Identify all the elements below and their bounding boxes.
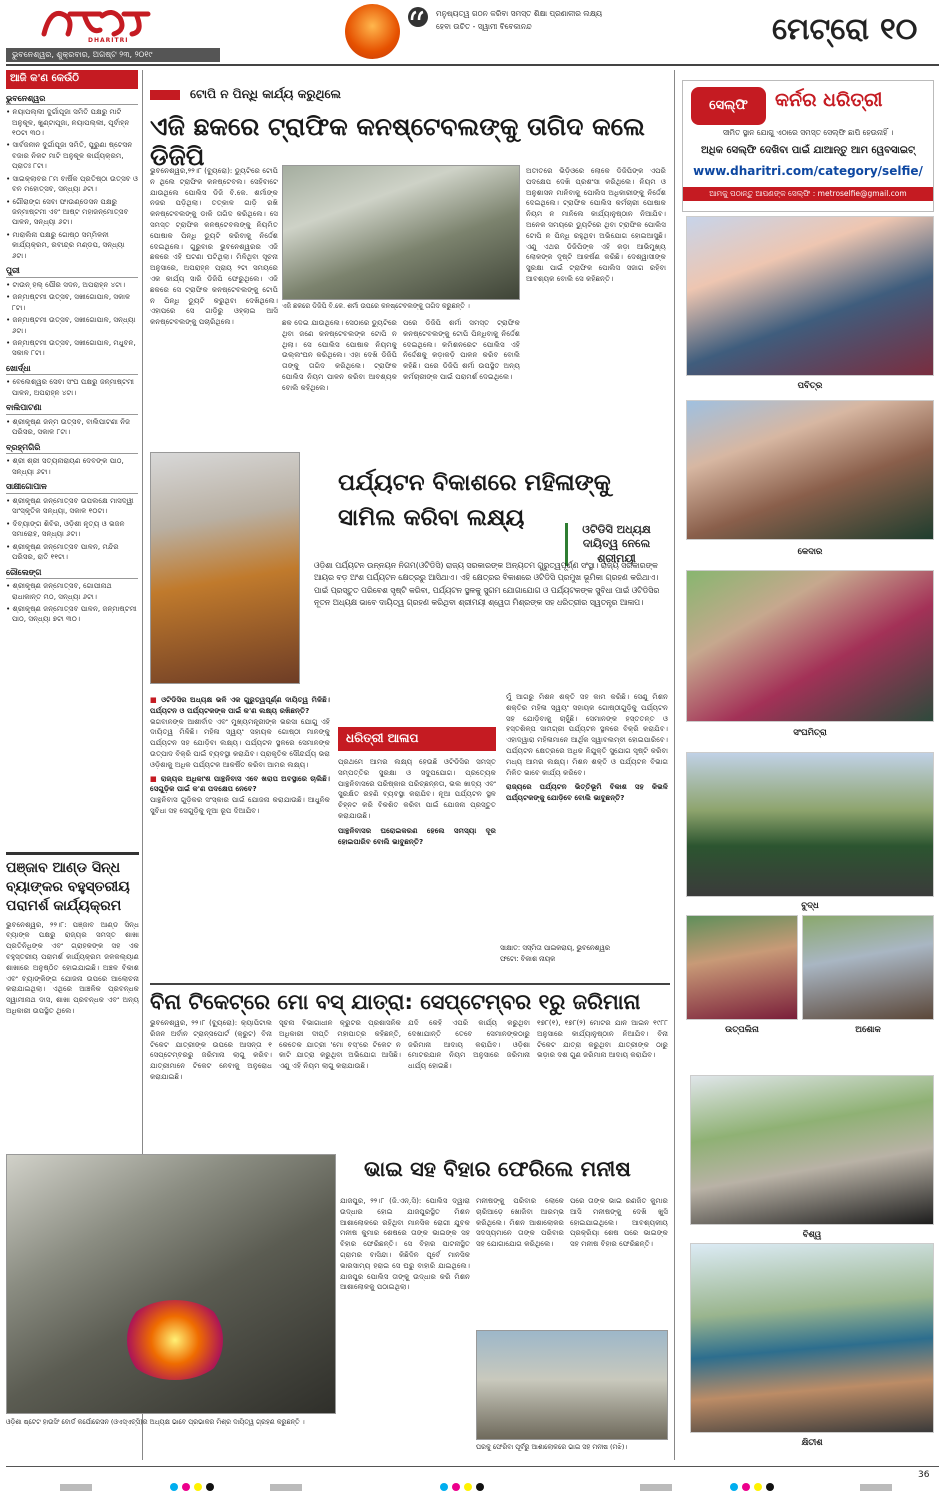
- event-item: • ଜନ୍ମାଷ୍ଟମୀ ଉତ୍ସବ, ସଖୀଗୋପାଳ, ମଧୁବନ, ସକାଳ ୮ଟା।: [6, 338, 138, 359]
- logo-subtitle: DHARITRI: [88, 37, 129, 44]
- cyan-dot: [170, 1483, 178, 1491]
- header-page-number: ୧୦: [880, 12, 918, 47]
- tourism-headline: ପର୍ଯ୍ୟଟନ ବିକାଶରେ ମହିଳାଙ୍କୁ ସାମିଲ କରିବା ଲକ୍ଷ୍ୟ: [338, 470, 611, 531]
- selfie-name-2: କେଦାର: [797, 547, 823, 557]
- tourism-lead: ଓଡ଼ିଶା ପର୍ଯ୍ୟଟନ ଉନ୍ନୟନ ନିଗମ(ଓଟିଡିସି) ରାଜ୍ୟ ସରକାରଙ୍କ ଅନ୍ୟତମ ଗୁରୁତ୍ୱପୂର୍ଣ୍ଣ ସଂସ୍ଥା। ରାଜ୍ୟ ସରକାରଙ୍କ ଆୟର ବଡ଼ ଅଂଶ ପର୍ଯ୍ୟଟନ କ୍ଷେତ୍ରରୁ ଆସିଥାଏ। ଏହି କ୍ଷେତ୍ରର ବିକାଶରେ ଓଟିଡିସି ପ୍ରମୁଖ ଭୂମିକା ଗ୍ରହଣ କରିଥାଏ। ପାଇଁ ପ୍ରସ୍ତୁତ ପରିବେଶ ସୃଷ୍ଟି କରିବା, ପର୍ଯ୍ୟଟନ ସ୍ଥଳକୁ ସୁଗମ ଯୋଗାଯୋଗ ଓ ପର୍ଯ୍ୟଟକଙ୍କ ସୁବିଧା ପାଇଁ ଓଟିଡିସିର ନୂତନ ଅଧ୍ୟକ୍ଷ ଭାବେ ଦାୟିତ୍ୱ ଗ୍ରହଣ କରିଥିବା ଶ୍ରୀମୟୀ ଶ୍ୱେତା ମିଶ୍ରଙ୍କ ସହ ଧରିତ୍ରୀର ସ୍ୱତନ୍ତ୍ର ଆଳାପ।: [314, 561, 660, 607]
- event-item: • ଟାଉନ୍ ହଲ୍ ପୌର ସଦନ, ଅପରାହ୍ନ ୪ଟା।: [6, 280, 138, 290]
- selfie-photo-2: [686, 400, 934, 540]
- events-list: [6, 93, 138, 625]
- event-place-heading: ସାକ୍ଷୀଗୋପାଳ: [6, 481, 138, 494]
- pnb-story: [6, 852, 139, 1017]
- selfie-photo-3: [686, 570, 934, 722]
- flower-bouquet: [120, 1300, 230, 1380]
- tourism-column-3: [506, 692, 668, 938]
- registration-mark: [60, 1484, 92, 1491]
- bus-column-3: ଯଦି କେହି ଏପରି କାର୍ଯ୍ୟ କରୁଥିବା ଦେଖାଯାନ୍ତି ତେବେ ସେମାନଙ୍କଠାରୁ ଜରିମାନା ଆଦାୟ କରାଯିବ। ଓଡ଼ିଶା ମୋଟରଯାନ ନିୟମ ଅନୁସାରେ ଜରିମାନା ଧାର୍ଯ୍ୟ ହୋଇଛି।: [408, 1018, 530, 1071]
- lead-column-2: ଛକ ଦେଇ ଯାଉଥିଲେ। ସେଠାରେ ଡ୍ୟୁଟିରେ ଥିବା ଜଣେ କନଷ୍ଟେବଲଙ୍କ ଟୋପି ନ ଥିଲା। ସେ ପୋଲିସ ପୋଷାକ ନିୟମକୁ ଉଲ୍ଲଂଘନ କରିଥିଲେ। ଏହା ଦେଖି ଡିଜିପି ତାଙ୍କୁ ତାଗିଦ କରିଥିଲେ। ଟ୍ରାଫିକ ପୋଲିସ ନିୟମ ପାଳନ କରିବା ଆବଶ୍ୟକ ବୋଲି କହିଥିଲେ।: [282, 318, 397, 392]
- bus-column-4: ୧୭୮(୧), ୧୭୮(୨) ମୋଟର ଯାନ ଆଇନ ୧୯୮୮ ଅନୁସାରେ କାର୍ଯ୍ୟାନୁଷ୍ଠାନ ନିଆଯିବ। ବିନା ଟିକେଟ ଯାତ୍ରା କରୁଥିବା ଯାତ୍ରୀଙ୍କ ଠାରୁ ଭଡ଼ାର ଦଶ ଗୁଣ ଜରିମାନା ଆଦାୟ କରାଯିବ।: [537, 1018, 668, 1060]
- ashalok-photo-caption: ଘରକୁ ଫେରିବା ପୂର୍ବରୁ ଆଶାଲୋକରେ ଭାଇ ସହ ମନୀଷ (ମଝି)।: [476, 1443, 628, 1451]
- selfie-website-prompt: ଅଧିକ ସେଲ୍ଫି ଦେଖିବା ପାଇଁ ଯାଆନ୍ତୁ ଆମ ୱେବସାଇଟ୍: [701, 145, 915, 156]
- phone-badge: ସେଲ୍ଫି: [691, 87, 766, 125]
- selfie-photo-8: [690, 1243, 934, 1433]
- shreemayee-photo: [150, 452, 300, 684]
- event-place-heading: ବ୍ରହ୍ମଗିରି: [6, 442, 138, 455]
- bus-headline: ବିନା ଟିକେଟ୍‌ରେ ମୋ ବସ୍ ଯାତ୍ରା: ସେପ୍ଟେମ୍ବର ୧ରୁ ଜରିମାନା: [150, 983, 670, 1016]
- qa-question-2: ■ ରାଜ୍ୟର ଅଧିକାଂଶ ପାନ୍ଥନିବାସ ଏବେ ଖରାପ ଅବସ୍ଥାରେ ଚାଲିଛି। ସେଗୁଡ଼ିକ ପାଇଁ କ'ଣ ପଦକ୍ଷେପ ନେବେ?: [150, 774, 330, 796]
- event-place-heading: ଖୋର୍ଦ୍ଧା: [6, 363, 138, 376]
- lead-column-4: ଅତୀତରେ ଭିଡ଼ିଓରେ ଲୋକେ ଡିଜିପିଙ୍କ ଏପରି ପଦକ୍ଷେପ ଦେଖି ପ୍ରଶଂସା କରିଥିଲେ। ନିୟମ ଓ ଅନୁଶାସନ ମାନିବାକୁ ପୋଲିସ ଅଧିକାରୀଙ୍କୁ ନିର୍ଦ୍ଦେଶ ଦେଇଥିଲେ। ଟ୍ରାଫିକ ପୋଲିସ କର୍ମଚାରୀ ପୋଷାକ ନିୟମ ନ ମାନିଲେ କାର୍ଯ୍ୟାନୁଷ୍ଠାନ ନିଆଯିବ। ଅନେକ ସମୟରେ ଡ୍ୟୁଟିରେ ଥିବା ଟ୍ରାଫିକ ପୋଲିସ ଟୋପି ନ ପିନ୍ଧି ରହୁଥିବା ଅଭିଯୋଗ ହୋଇଆସୁଛି। ଏଣୁ ଏଥର ଡିଜିପିଙ୍କ ଏହି କଡ଼ା ଆଭିମୁଖ୍ୟ ଲୋକଙ୍କ ଦୃଷ୍ଟି ଆକର୍ଷଣ କରିଛି। ଦେଶ୍ୱାସୀଙ୍କ ସୁରକ୍ଷା ପାଇଁ ଟ୍ରାଫିକ ପୋଲିସ ସଜାଗ ରହିବା ଆବଶ୍ୟକ ବୋଲି ସେ କହିଛନ୍ତି।: [526, 166, 666, 283]
- lead-headline: ଏଜି ଛକରେ ଟ୍ରାଫିକ କନଷ୍ଟେବଲଙ୍କୁ ତାଗିଦ କଲେ ଡିଜିପି: [150, 112, 645, 171]
- event-place-heading: ପୁରୀ: [6, 265, 138, 278]
- selfie-brand: କର୍ନର ଧରିତ୍ରୀ: [775, 89, 883, 111]
- selfie-name-8: କ୍ଷିତୀଶ: [801, 1438, 823, 1448]
- section-name: ମେଟ୍ରୋ: [772, 12, 870, 47]
- events-title: ଆଜି କ'ଣ କେଉଁଠି: [6, 70, 138, 89]
- vivekananda-portrait: [345, 4, 400, 59]
- event-item: • ଶ୍ରୀକୃଷ୍ଣ ଜନ୍ମୋତ୍ସବ ଉପଲକ୍ଷେ ମାସଦ୍ୱୀ ସାଂସ୍କୃତିକ ସନ୍ଧ୍ୟା, ସକାଳ ୧୦ଟା।: [6, 496, 138, 517]
- event-item: • ଜନ୍ମାଷ୍ଟମୀ ଉତ୍ସବ, ସଖୀଗୋପାଳ, ସକାଳ ୮ଟା।: [6, 292, 138, 313]
- lead-column-1: ଭୁବନେଶ୍ୱର,୨୨।୮ (ବ୍ୟୁରୋ): ଡ୍ୟୁଟିରେ ଟୋପି ନ ଥିଲେ ଟ୍ରାଫିକ କନଷ୍ଟେବଲ। ସେହିବାଟେ ଯାଉଥିଲେ ପୋଲିସ ଡିଜି ବି.କେ. ଶର୍ମାଙ୍କ ନଜର ପଡ଼ିଥିଲା। ତତ୍କାଳ ଗାଡ଼ି ରଖି କନଷ୍ଟେବଲଙ୍କୁ ଡାକି ତାଗିଦ କରିଥିଲେ। ସେ ସମସ୍ତ ଟ୍ରାଫିକ କନଷ୍ଟେବଲଙ୍କୁ ନିୟମିତ ପୋଷାକ ପିନ୍ଧି ଡ୍ୟୁଟି କରିବାକୁ ନିର୍ଦ୍ଦେଶ ଦେଇଥିଲେ। ଗୁରୁବାର ଭୁବନେଶ୍ୱରର ଏଜି ଛକରେ ଏହି ଘଟଣା ଘଟିଥିଲା। ମିଳିଥିବା ସୂଚନା ଅନୁସାରେ, ଅପରାହ୍ନ ପ୍ରାୟ ୨ଟା ସମୟରେ ଏକ କାର୍ଯ୍ୟ ସାରି ଡିଜିପି ଫେରୁଥିଲେ। ଏଜି ଛକରେ ସେ ଟ୍ରାଫିକ କନଷ୍ଟେବଲଙ୍କୁ ଟୋପି ନ ପିନ୍ଧି ଡ୍ୟୁଟି କରୁଥିବା ଦେଖିଥିଲେ। ଏହାପରେ ସେ ଗାଡ଼ିରୁ ଓହ୍ଲାଇ ଆସି କନଷ୍ଟେବଲଙ୍କୁ ପଚାରିଥିଲେ।: [150, 166, 278, 327]
- event-place-heading: ଭୁବନେଶ୍ୱର: [6, 93, 138, 106]
- yellow-dot: [464, 1483, 472, 1491]
- dateline: ଭୁବନେଶ୍ୱର, ଶୁକ୍ରବାର, ଅଗଷ୍ଟ ୨୩, ୨୦୧୯: [6, 48, 220, 62]
- pnb-headline: ପଞ୍ଜାବ ଆଣ୍ଡ ସିନ୍ଧ ବ୍ୟାଙ୍କର ବହୁସ୍ତରୀୟ ପରାମର୍ଶ କାର୍ଯ୍ୟକ୍ରମ: [6, 852, 139, 916]
- selfie-name-7: ବିଶ୍ୱ: [802, 1230, 822, 1240]
- header-rule: [6, 64, 939, 66]
- quote-line-2: ହେବା ଉଚିତ - ସ୍ୱାମୀ ବିବେକାନନ୍ଦ: [436, 21, 532, 31]
- black-dot: [766, 1483, 774, 1491]
- cyan-dot: [730, 1483, 738, 1491]
- selfie-name-1: ପବିତ୍ର: [797, 381, 823, 391]
- selfie-photo-7: [690, 1075, 934, 1225]
- qa-question-3: ପାନ୍ଥନିବାସର ଘରୋଇକରଣ ହେଲେ ସମସ୍ୟା ଦୂର ହୋଇପାରିବ ବୋଲି ଭାବୁଛନ୍ତି?: [338, 825, 496, 846]
- manish-column-2: ମନୀଷଙ୍କୁ ପରିବାର ଲୋକେ ଚାରିଆଡ଼େ ଖୋଜିବା ଆରମ୍ଭ କରିଥିଲେ। ମିଶନ ଆଶାଲୋକର ସଦସ୍ୟମାନେ ତାଙ୍କ ପରିବାର ସହ ଯୋଗାଯୋଗ କରିଥିଲେ।: [476, 1196, 564, 1249]
- byline-photo: ଫଟୋ: ବିକାଶ ନାୟକ: [500, 954, 556, 963]
- selfie-photo-4: [686, 752, 934, 897]
- kicker-text: ଟୋପି ନ ପିନ୍ଧି କାର୍ଯ୍ୟ କରୁଥିଲେ: [190, 87, 341, 101]
- ashalok-photo: [476, 1330, 668, 1440]
- selfie-corner-banner: [682, 80, 934, 212]
- registration-mark: [640, 1484, 672, 1491]
- magenta-dot: [452, 1483, 460, 1491]
- qa-question-4: ରାଜ୍ୟରେ ପର୍ଯ୍ୟଟନ ଭିତ୍ତିଭୂମି ବିକାଶ ସହ କିଭଳି ପର୍ଯ୍ୟଟକଙ୍କୁ ଯୋଡ଼ିବେ ବୋଲି ଭାବୁଛନ୍ତି?: [506, 782, 668, 803]
- event-item: • ବେଲେଶ୍ୱର ସେବା ସଂଘ ପକ୍ଷରୁ ଜନ୍ମାଷ୍ଟମୀ ପାଳନ, ଅପରାହ୍ନ ୪ଟା।: [6, 377, 138, 398]
- tourism-qa: [150, 692, 330, 977]
- alap-label: ଧରିତ୍ରୀ ଆଳାପ: [338, 727, 496, 751]
- byline-interview: ସାକ୍ଷାତ: ସସ୍ମିତା ପାଇକରାୟ, ଭୁବନେଶ୍ୱର: [500, 944, 610, 952]
- event-item: • ସାର୍ବଜନୀନ ଦୁର୍ଗାପୂଜା ସମିତି, ପୁରୁଣା ଷ୍ଟେସନ ବଜାର ନିକଟ ମାଟି ଅନୁକୂଳ କାର୍ଯ୍ୟକ୍ରମ, ପ୍ରାତଃ ୮ଟା।: [6, 140, 138, 171]
- black-dot: [206, 1483, 214, 1491]
- event-item: • ଦିବ୍ୟାଙ୍ଗ ଶିବିର, ଓଡ଼ିଶୀ ନୃତ୍ୟ ଓ ଭଜନ ସମାରୋହ, ସନ୍ଧ୍ୟା ୬ଟା।: [6, 519, 138, 540]
- selfie-name-3: ସଂଘମିତ୍ରା: [793, 728, 827, 738]
- selfie-photo-1: [686, 216, 934, 376]
- bus-column-2: ସୂଚନା ବିଭାଗାଧୀନ କ୍ରୁଟର ପ୍ରଶାସନିକ ଅଧିକାରୀ ଦୀପ୍ତି ମହାପାତ୍ର କହିଛନ୍ତି, କେତେକ ଯାତ୍ରୀ 'ମୋ ବସ୍'ରେ ଟିକେଟ ନ କାଟି ଯାତ୍ରା କରୁଥିବା ଅଭିଯୋଗ ଆସିଛି। ଏଣୁ ଏହି ନିୟମ ଲାଗୁ କରାଯାଉଛି।: [279, 1018, 401, 1071]
- cyan-dot: [440, 1483, 448, 1491]
- magenta-dot: [182, 1483, 190, 1491]
- event-item: • ଶ୍ରୀକୃଷ୍ଣ ଜନ୍ମ ଉତ୍ସବ, ବାଲିପାଟଣା ନିଜ ପରିସର, ସକାଳ ୮ଟା।: [6, 417, 138, 438]
- lead-photo-caption: ଏଜି ଛକରେ ଡିଜିପି ବି.କେ. ଶର୍ମା ଉପରେ କନଷ୍ଟେବଲଙ୍କୁ ତାଗିଦ କରୁଛନ୍ତି ।: [282, 302, 470, 310]
- pnb-body: ଭୁବନେଶ୍ୱର, ୨୨।୮: ପଞ୍ଜାବ ଆଣ୍ଡ ସିନ୍ଧ ବ୍ୟାଙ୍କ ପକ୍ଷରୁ ରାଜ୍ୟର ସମସ୍ତ ଶାଖା ପ୍ରତିନିଧିଙ୍କ ଏବଂ ଗ୍ରାହକଙ୍କ ସହ ଏକ ବହୁସ୍ତରୀୟ ପରାମର୍ଶ କାର୍ଯ୍ୟକ୍ରମ ଜଳକଲ୍ୟାଣ ଶାଖାରେ ଅନୁଷ୍ଠିତ ହୋଇଯାଇଛି। ଅଞ୍ଚଳ ବିକାଶ ଏବଂ ବ୍ୟାଙ୍କିଙ୍ଗ ଯୋଜନା ଉପରେ ଆଲୋଚନା କରାଯାଇଥିଲା। ଏଥିରେ ଆଞ୍ଚଳିକ ପ୍ରବନ୍ଧକ ସ୍ୱାମୀନାଥ ଦାସ, ଶାଖା ପ୍ରବନ୍ଧକ ଏବଂ ଅନ୍ୟ ଅଧିକାରୀ ଉପସ୍ଥିତ ଥିଲେ।: [6, 919, 139, 1016]
- tourism-byline: [500, 943, 668, 965]
- event-item: • ମାରାଲିନା ପକ୍ଷରୁ ଗୋଷ୍ଠ ସମ୍ମିଳନୀ କାର୍ଯ୍ୟକ୍ରମ, ରବୀନ୍ଦ୍ର ମଣ୍ଡପ, ସନ୍ଧ୍ୟା ୬ଟା।: [6, 230, 138, 261]
- manish-column-3: ପରେ ତାଙ୍କ ଭାଇ ରଣଜିତ କୁମାର ଆସି ମନୀଷଙ୍କୁ ଦେଖି ଖୁସି ହୋଇଯାଇଥିଲେ। ଆବଶ୍ୟକୀୟ ପ୍ରକ୍ରିୟା ଶେଷ ପରେ ଭାଇଙ୍କ ସହ ମନୀଷ ବିହାର ଫେରିଛନ୍ତି।: [570, 1196, 668, 1249]
- tourism-column-2-text: ପ୍ରଥମେ ଆମର ଲକ୍ଷ୍ୟ ହେଉଛି ଓଟିଡିସିର ସମସ୍ତ ସମ୍ପତ୍ତିର ସୁରକ୍ଷା ଓ ସଦୁପଯୋଗ। ପ୍ରତ୍ୟେକ ପାନ୍ଥନିବାସରେ ପରିଷ୍କାର ପରିଚ୍ଛନ୍ନତା, ଭଲ ଖାଦ୍ୟ ଏବଂ ସୁରକ୍ଷିତ ରହଣି ବ୍ୟବସ୍ଥା କରାଯିବ। ନୂଆ ପର୍ଯ୍ୟଟନ ସ୍ଥଳ ଚିହ୍ନଟ କରି ବିକଶିତ କରିବା ପାଇଁ ଯୋଜନା ପ୍ରସ୍ତୁତ କରାଯାଉଛି।: [338, 757, 496, 820]
- oshb-photo-caption: ଓଡ଼ିଶା ଷ୍ଟେଟ ହାଉସିଂ ବୋର୍ଡ କର୍ପୋରେସନ (ଓଏସ୍ଏଚ୍‌ସି)ର ଅଧ୍ୟକ୍ଷ ଭାବେ ପ୍ରଭାକର ମିଶ୍ର ଦାୟିତ୍ୱ ଗ୍ରହଣ କରୁଛନ୍ତି ।: [6, 1418, 305, 1426]
- tourism-column-2: [338, 757, 496, 932]
- footer-rule: [6, 1466, 939, 1467]
- selfie-url-link[interactable]: www.dharitri.com/category/selfie/: [693, 164, 923, 178]
- event-item: • ସାଇକ୍ଲାବର ୮ମ ବାର୍ଷିକ ପ୍ରତିଷ୍ଠା ଉତ୍ସବ ଓ ବନ ମହୋତ୍ସବ, ସନ୍ଧ୍ୟା ୬ଟା।: [6, 174, 138, 195]
- qa-answer-1: ଭଗବାନଙ୍କ ଆଶୀର୍ବାଦ ଏବଂ ମୁଖ୍ୟମନ୍ତ୍ରୀଙ୍କ ଭରସା ଯୋଗୁ ଏହି ଦାୟିତ୍ୱ ମିଳିଛି। ମହିଳା ସ୍ୱୟଂ ସହାୟକ ଗୋଷ୍ଠୀ ମାନଙ୍କୁ ପର୍ଯ୍ୟଟନ ସହ ଯୋଡ଼ିବା ଲକ୍ଷ୍ୟ। ପର୍ଯ୍ୟଟନ ସ୍ଥଳରେ ସେମାନଙ୍କ ଉତ୍ପାଦ ବିକ୍ରି ପାଇଁ ବ୍ୟବସ୍ଥା କରାଯିବ। ପ୍ରାକୃତିକ ସୌନ୍ଦର୍ଯ୍ୟ ଭରା ଓଡ଼ିଶାକୁ ଅଧିକ ପର୍ଯ୍ୟଟକ ଆକର୍ଷିତ କରିବା ଆମର ଲକ୍ଷ୍ୟ।: [150, 716, 330, 769]
- events-column: [6, 70, 138, 625]
- tourism-column-3-text: ମୁଁ ଆଗରୁ ମିଶନ ଶକ୍ତି ସହ କାମ କରିଛି। ସେଣୁ ମିଶନ ଶକ୍ତିର ମହିଳା ସ୍ୱୟଂ ସହାୟକ ଗୋଷ୍ଠୀଗୁଡ଼ିକୁ ପର୍ଯ୍ୟଟନ ସହ ଯୋଡ଼ିବାକୁ ଚାହୁଁଛି। ସେମାନଙ୍କ ହସ୍ତତନ୍ତ ଓ ହସ୍ତଶିଳ୍ପ ସାମଗ୍ରୀ ପର୍ଯ୍ୟଟନ ସ୍ଥଳରେ ବିକ୍ରି କରାଯିବ। ଏହାଦ୍ୱାରା ମହିଳାମାନେ ଆର୍ଥିକ ସ୍ୱାବଲମ୍ବୀ ହୋଇପାରିବେ। ପର୍ଯ୍ୟଟନ କ୍ଷେତ୍ରରେ ଅଧିକ ନିଯୁକ୍ତି ସୁଯୋଗ ସୃଷ୍ଟି କରିବା ମଧ୍ୟ ଆମର ଲକ୍ଷ୍ୟ। ମିଶନ ଶକ୍ତି ଓ ପର୍ଯ୍ୟଟନ ବିଭାଗ ମିଳିତ ଭାବେ କାର୍ଯ୍ୟ କରିବେ।: [506, 692, 668, 777]
- quote-icon: [405, 6, 431, 28]
- registration-mark: [270, 1484, 302, 1491]
- event-item: • ନୟାପଲ୍ଲୀ ଦୁର୍ଗାପୂଜା ସମିତି ପକ୍ଷରୁ ମାଟି ଅନୁକୂଳ, ଖୁଣ୍ଟାପୂଜା, ନୟାପଲ୍ଲୀ, ପୂର୍ବାହ୍ନ ୧୦ଟା ୩୦।: [6, 107, 138, 138]
- yellow-dot: [754, 1483, 762, 1491]
- manish-column-1: ଯାଜପୁର, ୨୨।୮ (ଜି.ଏନ୍.ସି): ପୋଲିସ ଦ୍ୱାରା ଉଦ୍ଧାର ହୋଇ ଯାଜପୁରସ୍ଥିତ ମିଶନ ଆଶାଲୋକରେ ରହିଥିବା ମାନସିକ ରୋଗୀ ଯୁବକ ମନୀଷ କୁମାର ଶେଷରେ ତାଙ୍କ ଭାଇଙ୍କ ସହ ବିହାର ଫେରିଛନ୍ତି। ସେ ବିହାର ପାଟନାସ୍ଥିତ ଗ୍ରାମର ବାସିନ୍ଦା। କିଛିଦିନ ପୂର୍ବେ ମାନସିକ ଭାରସାମ୍ୟ ହରାଇ ସେ ଘରୁ ବାହାରି ଯାଇଥିଲେ। ଯାଜପୁର ପୋଲିସ ତାଙ୍କୁ ଉଦ୍ଧାର କରି ମିଶନ ଆଶାଲୋକକୁ ପଠାଇଥିଲା।: [340, 1196, 470, 1292]
- black-dot: [476, 1483, 484, 1491]
- event-item: • ଶ୍ରୀକୃଷ୍ଣ ଜନ୍ମୋତ୍ସବ ପାଳନ, ଜନ୍ମାଷ୍ଟମୀ ପାଠ, ସନ୍ଧ୍ୟା ୭ଟା ୩୦।: [6, 604, 138, 625]
- lead-kicker: [150, 86, 520, 104]
- yellow-dot: [194, 1483, 202, 1491]
- manish-headline: ଭାଇ ସହ ବିହାର ଫେରିଲେ ମନୀଷ: [364, 1157, 631, 1181]
- selfie-info-line: ସୀମିତ ସ୍ଥାନ ଯୋଗୁ ଏଠାରେ ସମସ୍ତ ସେଲ୍ଫି ଛାପି ହେଉନାହିଁ ।: [722, 128, 894, 137]
- selfie-email-bar: ଆମକୁ ପଠାନ୍ତୁ ଆପଣଙ୍କ ସେଲ୍ଫି : metroselfie@gmail.com: [683, 187, 933, 201]
- quote-text: [436, 8, 736, 34]
- selfie-name-5: ଉତ୍ପଲିନା: [725, 1025, 759, 1035]
- event-item: • ଜନ୍ମାଷ୍ଟମୀ ଉତ୍ସବ, ସଖୀଗୋପାଳ, ସନ୍ଧ୍ୟା ୬ଟା।: [6, 315, 138, 336]
- event-item: • ଶ୍ରୀକୃଷ୍ଣ ଜନ୍ମୋତ୍ସବ, ଗୋପୀନାଥ ରାଧାକାନ୍ତ ମଠ, ସନ୍ଧ୍ୟା ୬ଟା।: [6, 581, 138, 602]
- selfie-name-4: ବୁଦ୍ଧ: [801, 901, 819, 911]
- event-item: • ଶ୍ରୀ ଶ୍ରୀ ସତ୍ୟନାରାୟଣ ଦେବଙ୍କ ପାଠ, ସନ୍ଧ୍ୟା ୬ଟା।: [6, 456, 138, 477]
- event-place-heading: ବାଲିପାଟଣା: [6, 402, 138, 415]
- tourism-side-label: ଓଟିଡିସି ଅଧ୍ୟକ୍ଷ ଦାୟିତ୍ୱ ନେଲେ ଶ୍ରୀମୟୀ: [565, 523, 665, 566]
- selfie-name-6: ଅଶୋକ: [855, 1025, 881, 1035]
- quote-line-1: ମନୁଷ୍ୟତ୍ୱ ଗଠନ କରିବା ସମସ୍ତ ଶିକ୍ଷା ପ୍ରଣାଳୀର ଲକ୍ଷ୍ୟ: [436, 9, 603, 18]
- kicker-marker: [150, 90, 180, 100]
- magenta-dot: [742, 1483, 750, 1491]
- footer-page-number: 36: [918, 1470, 930, 1480]
- selfie-photo-6: [802, 915, 934, 1020]
- column-rule-right: [674, 70, 675, 1460]
- dgp-traffic-photo: [282, 165, 520, 300]
- lead-column-3: ପରେ ଡିଜିପି ଶର୍ମା ସମସ୍ତ ଟ୍ରାଫିକ କନଷ୍ଟେବଲଙ୍କୁ ଟୋପି ପିନ୍ଧିବାକୁ ନିର୍ଦ୍ଦେଶ ଦେଇଥିଲେ। କମିଶନରେଟ ପୋଲିସ ଏହି ନିର୍ଦ୍ଦେଶକୁ କଡ଼ାକଡ଼ି ପାଳନ କରିବ ବୋଲି କହିଛି। ପରେ ଡିଜିପି ଶର୍ମା ଉପସ୍ଥିତ ଅନ୍ୟ କର୍ମଚାରୀଙ୍କ ପାଇଁ ପରାମର୍ଶ ଦେଇଥିଲେ।: [403, 318, 520, 381]
- registration-mark: [860, 1484, 892, 1491]
- event-place-heading: ରୌଲେଙ୍ଗ: [6, 567, 138, 580]
- qa-answer-2: ପାନ୍ଥନିବାସ ଗୁଡ଼ିକର ସଂସ୍କାର ପାଇଁ ଯୋଜନା କରାଯାଉଛି। ଆଧୁନିକ ସୁବିଧା ସହ ସେଗୁଡ଼ିକୁ ନୂଆ ରୂପ ଦିଆଯିବ।: [150, 795, 330, 815]
- bus-column-1: ଭୁବନେଶ୍ୱର, ୨୨।୮ (ବ୍ୟୁରୋ): କ୍ୟାପିଟାଲ ରିଜନ ଅର୍ବାନ ଟ୍ରାନ୍ସପୋର୍ଟ (କ୍ରୁଟ) ବିନା ଟିକେଟ ଯାତ୍ରୀଙ୍କ ଉପରେ ଆସନ୍ତା ୧ ସେପ୍ଟେମ୍ବରରୁ ଜରିମାନା ଲାଗୁ କରିବ। ଯାତ୍ରୀମାନେ ଟିକେଟ ନେବାକୁ ଅନୁରୋଧ କରାଯାଇଛି।: [150, 1018, 272, 1081]
- event-item: • ଶ୍ରୀକୃଷ୍ଣ ଜନ୍ମୋତ୍ସବ ପାଳନ, ମନ୍ଦିର ପରିସର, ରାତି ୧୧ଟା।: [6, 542, 138, 563]
- selfie-photo-5: [686, 915, 798, 1020]
- event-item: • ଗୌରାଙ୍ଗ ସେବା ଫାଉଣ୍ଡେସନ ପକ୍ଷରୁ ଜନ୍ମାଷ୍ଟମୀ ଏବଂ ଆଷ୍ଟ ମହାଜନ୍ମୋତ୍ସବ ପାଳନ, ସନ୍ଧ୍ୟା ୬ଟା।: [6, 197, 138, 228]
- qa-question-1: ■ ଓଟିଡିସିର ଅଧ୍ୟକ୍ଷ ଭଳି ଏକ ଗୁରୁତ୍ୱପୂର୍ଣ୍ଣ ଦାୟିତ୍ୱ ମିଳିଛି। ପର୍ଯ୍ୟଟନ ଓ ପର୍ଯ୍ୟଟକଙ୍କ ପାଇଁ କ'ଣ ଲକ୍ଷ୍ୟ ରଖିଛନ୍ତି?: [150, 695, 330, 717]
